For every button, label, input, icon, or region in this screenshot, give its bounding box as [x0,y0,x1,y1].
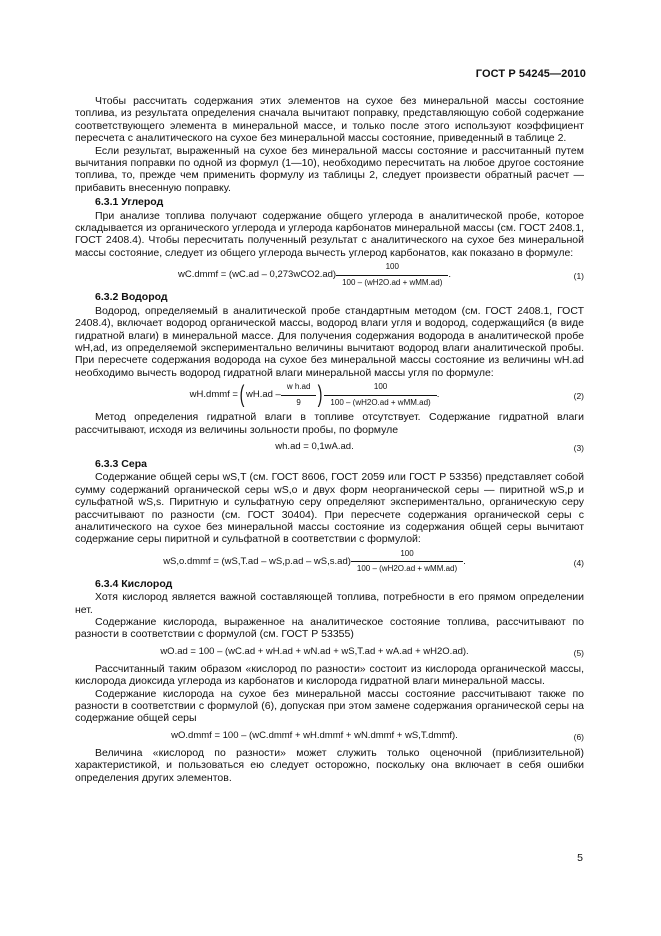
formula-expression: wh.ad = 0,1wA.ad. [275,440,354,452]
paragraph: Величина «кислород по разности» может служить только оценочной (приблизительной) характеристикой, и пользоваться ею следует осторожно, поскольку она включает в себя ошибки определения других элементов. [75,746,584,784]
fraction-numerator: 100 [324,381,436,395]
formula-expression [75,262,554,288]
formula-expression: wO.dmmf = 100 – (wC.dmmf + wH.dmmf + wN.dmmf + wS,T.dmmf). [171,729,458,741]
paragraph: Содержание кислорода на сухое без минеральной массы состояние рассчитывают также по разности в соответствии с формулой (6), допуская при этом замене содержания органической серы на содержание общей серы [75,687,584,725]
formula-number: (3) [573,442,584,453]
fraction-denominator: 100 – (wH2O.ad + wMM.ad) [342,277,443,287]
formula-number: (4) [573,557,584,568]
fraction [284,381,314,409]
fraction-denominator: 100 – (wH2O.ad + wMM.ad) [330,397,431,407]
formula-expression [75,549,554,575]
page-number: 5 [577,852,583,864]
formula-5 [75,644,584,660]
paragraph: Содержание общей серы wS,T (см. ГОСТ 8606, ГОСТ 2059 или ГОСТ Р 53356) представляет собой сумму содержаний органической серы wS,o и двух форм неорганической серы — пиритной wS,p и сульфатной wS,s. Пиритную и сульфатную серу определяют экспериментально, органическую серу рассчитывают по разности (см. ГОСТ 30404). При пересчете содержания органической серы с аналитического на сухое без минеральной массы состояние из содержания общей серы вычитают содержание серы пиритной и сульфатной в соответствии с формулой: [75,471,584,546]
section-heading-carbon: 6.3.1 Углерод [95,196,164,209]
formula-expression [75,382,554,408]
formula-number: (1) [573,271,584,282]
formula-lhs: wC.dmmf = (wC.ad – 0,273wCO2.ad) [177,269,337,281]
paragraph: Водород, определяемый в аналитической пробе стандартным методом (см. ГОСТ 2408.1, ГОСТ 2408.4), включает водород органической массы, водород влаги угля и водород, содержащийся (в виде гидратной влаги) в минеральной массе. Для получения содержания водорода в аналитической пробе wH,ad, из определяемой экспериментально величины вычитают водород влаги аналитической пробы. При пересчете содержания водорода на сухое без минеральной массы состояние из величины wH.ad необходимо вычесть водород гидратной влаги минеральной массы угля по формуле: [75,304,584,379]
formula-number: (6) [573,731,584,742]
fraction [339,261,445,289]
fraction [327,381,433,409]
formula-expression: wO.ad = 100 – (wC.ad + wH.ad + wN.ad + wS,T.ad + wA.ad + wH2O.ad). [160,645,469,657]
paragraph: Метод определения гидратной влаги в топливе отсутствует. Содержание гидратной влаги рассчитывают, исходя из величины зольности пробы, по формуле [75,411,584,436]
fraction-numerator: 100 [351,548,463,562]
section-heading-hydrogen: 6.3.2 Водород [95,291,168,304]
right-paren: ) [318,381,323,409]
formula-inner-term: wH.ad – [245,388,281,400]
fraction-denominator: 9 [296,397,301,407]
document-body [75,95,584,784]
fraction-numerator: w h.ad [281,381,317,395]
formula-number: (5) [573,647,584,658]
paragraph: Если результат, выраженный на сухое без минеральной массы состояние и рассчитанный путем вычитания поправки по одной из формул (1—10), необходимо пересчитать на любое другое состояние топлива, то, прежде чем применить формулу из таблицы 2, следует произвести обратный расчет — прибавить внесенную поправку. [75,144,584,194]
paragraph: Хотя кислород является важной составляющей топлива, потребности в его прямом определении нет. [75,591,584,616]
formula-6 [75,728,584,744]
fraction [354,548,460,576]
formula-tail: . [463,555,466,567]
section-heading-sulfur: 6.3.3 Сера [95,457,147,470]
formula-lhs: wS,o.dmmf = (wS,T.ad – wS,p.ad – wS,s.ad) [163,555,351,567]
paragraph: Чтобы рассчитать содержания этих элементов на сухое без минеральной массы состояние топлива, из результата определения сначала вычитают поправку, представляющую собой содержание соответствующего элемента в минеральной массе, и только после этого используют коэффициент пересчета с аналитического на сухое без минеральной массы состояние, приведенный в таблице 2. [75,95,584,145]
formula-3 [75,439,584,455]
formula-1 [75,262,584,288]
formula-lhs: wH.dmmf = [189,388,238,400]
formula-4 [75,549,584,575]
paragraph: При анализе топлива получают содержание общего углерода в аналитической пробе, которое складывается из органического углерода и углерода карбонатов минеральной массы (см. ГОСТ 2408.1, ГОСТ 2408.4). Чтобы пересчитать полученный результат с аналитического на сухое без минеральной массы состояние, следует из общего углерода вычесть углерод карбонатов, как показано в формуле: [75,209,584,259]
paragraph: Содержание кислорода, выраженное на аналитическое состояние топлива, рассчитывают по разности в соответствии с формулой (см. ГОСТ Р 53355) [75,616,584,641]
document-code-header: ГОСТ Р 54245—2010 [475,68,586,80]
fraction-numerator: 100 [336,261,448,275]
formula-tail: . [448,269,452,281]
fraction-denominator: 100 – (wH2O.ad + wMM.ad) [356,564,458,574]
formula-2 [75,382,584,408]
formula-number: (2) [573,391,584,402]
section-heading-oxygen: 6.3.4 Кислород [95,577,173,590]
left-paren: ( [239,381,245,409]
formula-tail: . [436,388,440,400]
paragraph: Рассчитанный таким образом «кислород по разности» состоит из кислорода органической массы, кислорода диоксида углерода из карбонатов и кислорода гидратной влаги минеральной массы. [75,662,584,688]
